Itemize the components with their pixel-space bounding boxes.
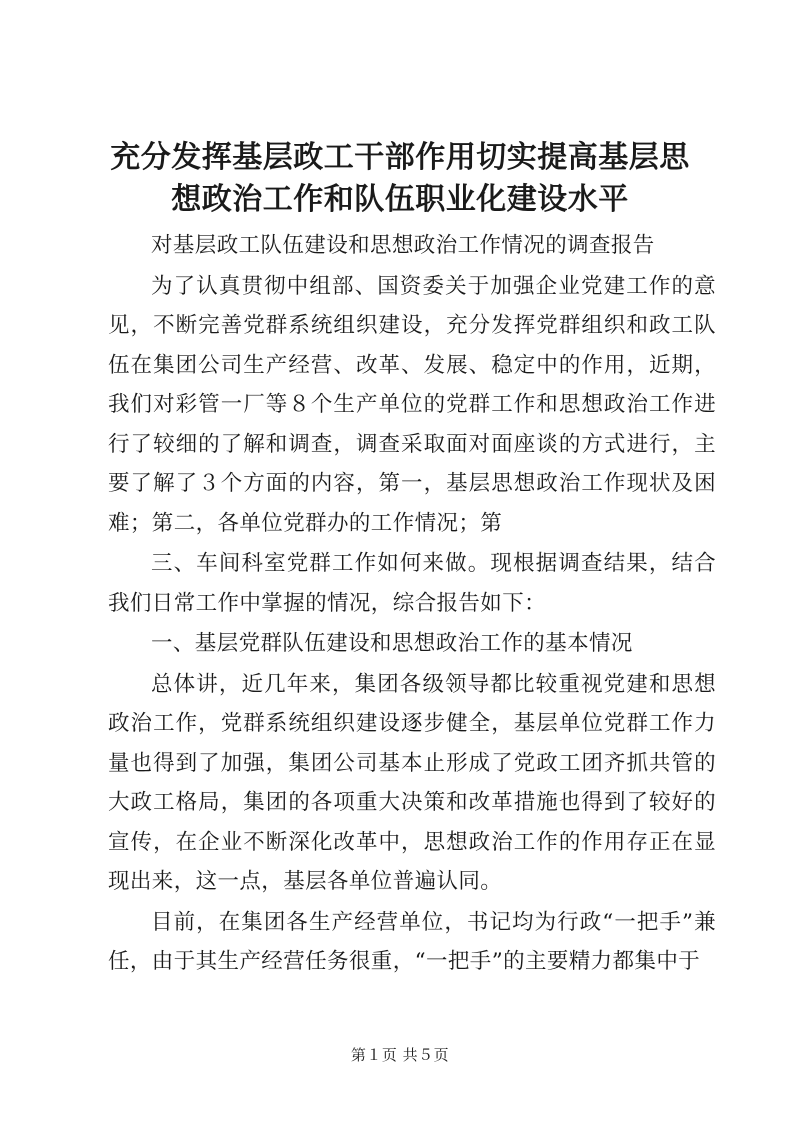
page-number-footer: 第１页 共５页 xyxy=(350,1046,450,1064)
paragraph-subtitle: 对基层政工队伍建设和思想政治工作情况的调查报告 xyxy=(151,233,655,258)
paragraph-continuation: 三、车间科室党群工作如何来做。现根据调查结果，结合我们日常工作中掌握的情况，综合报告如下： xyxy=(108,551,716,616)
paragraph-overview: 总体讲，近几年来，集团各级领导都比较重视党建和思想政治工作，党群系统组织建设逐步健全，基层单位党群工作力量也得到了加强，集团公司基本止形成了党政工团齐抓共管的大政工格局，集团的各项重大决策和改革措施也得到了较好的宣传，在企业不断深化改革中，思想政治工作的作用存正在显现出来，这一点，基层各单位普遍认同。 xyxy=(108,671,716,894)
document-body xyxy=(108,226,716,983)
paragraph-intro: 为了认真贯彻中组部、国资委关于加强企业党建工作的意见，不断完善党群系统组织建设，充分发挥党群组织和政工队伍在集团公司生产经营、改革、发展、稳定中的作用，近期，我们对彩管一厂等８个生产单位的党群工作和思想政治工作进行了较细的了解和调查，调查采取面对面座谈的方式进行，主要了解了３个方面的内容，第一，基层思想政治工作现状及困难；第二，各单位党群办的工作情况；第 xyxy=(108,273,716,536)
paragraph-current: 目前，在集团各生产经营单位，书记均为行政“一把手”兼任，由于其生产经营任务很重，“一把手”的主要精力都集中于 xyxy=(108,909,716,974)
section-heading: 一、基层党群队伍建设和思想政治工作的基本情况 xyxy=(151,631,633,656)
document-title: 充分发挥基层政工干部作用切实提高基层思想政治工作和队伍职业化建设水平 xyxy=(110,140,690,217)
